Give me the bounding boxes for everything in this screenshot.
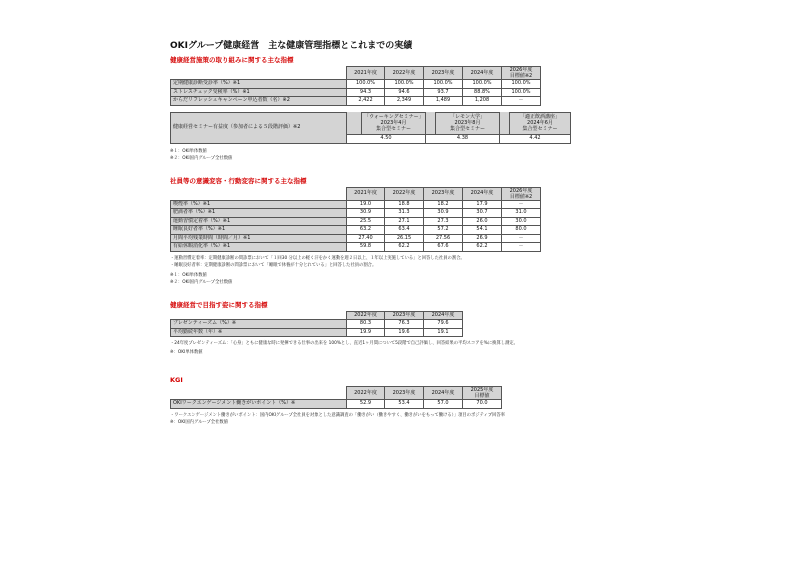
seminar-type: 集合型セミナー	[375, 126, 411, 133]
seminar-type: 集合型セミナー	[449, 126, 485, 133]
seminar-type: 集合型セミナー	[522, 126, 558, 133]
row-label: OKIワークエンゲージメント働きがいポイント（%）※	[171, 400, 347, 409]
cell: 88.8%	[463, 88, 502, 97]
cell: 100.0%	[502, 80, 541, 89]
note: ※１：OKI単体数値	[170, 272, 207, 278]
cell: 30.7	[463, 209, 502, 218]
corner-cell	[171, 187, 347, 200]
col-header	[502, 67, 541, 80]
row-label: 運動習慣定着率（%）※1	[171, 217, 347, 226]
cell: 26.15	[385, 234, 424, 243]
note: ※２：OKI国内グループ全社数値	[170, 155, 233, 161]
spacer	[426, 112, 436, 135]
section3-header-row	[171, 311, 463, 320]
document	[170, 38, 630, 426]
cell: 31.0	[502, 209, 541, 218]
cell: 25.5	[347, 217, 385, 226]
cell: 30.9	[347, 209, 385, 218]
col-header: 2022年度	[385, 187, 424, 200]
col-header-line2: 目標値※2	[509, 73, 533, 79]
col-header: 2021年度	[347, 187, 385, 200]
cell: 80.0	[502, 226, 541, 235]
seminar-score: 4.50	[347, 135, 426, 144]
note: ・ワークエンゲージメント働きがいポイント：国内OKIグループ全社員を対象とした意識調査の「働きがい（働きやすく、働きがいをもって働ける）」項目のポジティブ回答率	[170, 412, 506, 418]
seminar-score: 4.42	[500, 135, 571, 144]
cell: 30.0	[502, 217, 541, 226]
col-header: 2023年度	[424, 67, 463, 80]
cell: 67.6	[424, 243, 463, 252]
section2-heading: 社員等の意識変容・行動変容に関する主な指標	[170, 176, 307, 185]
col-header-line1: 2026年度	[509, 67, 533, 73]
table-row	[171, 328, 463, 337]
section3-table	[170, 311, 463, 338]
note: ・睡眠良好者率：定期健康診断の問診票において「睡眠で休養が十分とれている」と回答した社員の割合。	[170, 262, 377, 268]
section4-heading: KGI	[170, 376, 183, 384]
seminar-header-row	[171, 112, 571, 135]
cell: 100.0%	[385, 80, 424, 89]
cell: 1,489	[424, 97, 463, 106]
cell: 76.3	[385, 320, 424, 329]
cell: 57.0	[424, 400, 463, 409]
cell: －	[502, 97, 541, 106]
seminar-table	[170, 112, 571, 144]
col-header	[502, 187, 541, 200]
cell: 62.2	[463, 243, 502, 252]
cell: 26.0	[463, 217, 502, 226]
section2-header-row	[171, 187, 541, 200]
col-header: 2022年度	[347, 387, 385, 400]
seminar-col-1	[436, 112, 500, 135]
col-header: 2022年度	[385, 67, 424, 80]
cell: －	[502, 200, 541, 209]
cell: 26.9	[463, 234, 502, 243]
cell: 79.6	[424, 320, 463, 329]
note: ・24年度プレゼンティーズム：「心身」ともに健康な時に発揮できる仕事の出来を 100%とし、直近1ヶ月間について5段階で自己評価し、回答結果の平均スコアを%に換算し測定。	[170, 341, 518, 346]
section4-header-row	[171, 387, 502, 400]
seminar-col-2	[510, 112, 571, 135]
cell: 63.4	[385, 226, 424, 235]
cell: 100.0%	[424, 80, 463, 89]
table-row	[171, 88, 541, 97]
row-label: ストレスチェック受検率（%）※1	[171, 88, 347, 97]
col-header: 2024年度	[424, 387, 463, 400]
col-header: 2022年度	[347, 311, 385, 320]
col-header-line2: 目標値※2	[509, 193, 533, 200]
seminar-name: 「適正飲酒講座」	[519, 114, 560, 121]
cell: 63.2	[347, 226, 385, 235]
col-header-line2: 目標値	[474, 393, 490, 399]
col-header: 2023年度	[424, 187, 463, 200]
cell: 80.3	[347, 320, 385, 329]
cell: 52.9	[347, 400, 385, 409]
row-label: 睡眠良好者率（%）※1	[171, 226, 347, 235]
row-label: 有給休暇消化率（%）※1	[171, 243, 347, 252]
table-row	[171, 234, 541, 243]
seminar-col-0	[362, 112, 426, 135]
row-label: からだリフレッシュキャンペーン申込者数（名）※2	[171, 97, 347, 106]
table-row	[171, 320, 463, 329]
table-row	[171, 217, 541, 226]
cell: 2,422	[347, 97, 385, 106]
spacer	[347, 112, 362, 135]
cell: 94.3	[347, 88, 385, 97]
cell: 1,208	[463, 97, 502, 106]
section3-heading: 健康経営で目指す姿に関する指標	[170, 300, 268, 309]
table-row	[171, 209, 541, 218]
cell: 27.56	[424, 234, 463, 243]
seminar-label: 健康経営セミナー有益度（参加者による５段階評価）※2	[171, 112, 347, 143]
col-header	[463, 387, 502, 400]
row-label: 肥満者率（%）※1	[171, 209, 347, 218]
cell: 94.6	[385, 88, 424, 97]
row-label: 喫煙率（%）※1	[171, 200, 347, 209]
corner-cell	[171, 67, 347, 80]
spacer	[500, 112, 510, 135]
cell: 19.9	[347, 328, 385, 337]
note: ※１：OKI単体数値	[170, 148, 207, 154]
cell: 70.0	[463, 400, 502, 409]
cell: 27.40	[347, 234, 385, 243]
section1-table	[170, 66, 541, 106]
cell: 19.0	[347, 200, 385, 209]
seminar-name: 「レモン大学」	[449, 114, 485, 121]
seminar-name: 「ウォーキングセミナー」	[364, 114, 424, 121]
cell: 31.3	[385, 209, 424, 218]
section1-heading: 健康経営施策の取り組みに関する主な指標	[170, 56, 294, 64]
cell: －	[502, 243, 541, 252]
row-label: 平均勤続年数（年）※	[171, 328, 347, 337]
table-row	[171, 243, 541, 252]
section1-header-row	[171, 67, 541, 80]
cell: 30.9	[424, 209, 463, 218]
cell: 19.6	[385, 328, 424, 337]
cell: 54.1	[463, 226, 502, 235]
cell: －	[502, 234, 541, 243]
row-label: 定期健康診断受診率（%）※1	[171, 80, 347, 89]
note: ※：OKI国内グループ全社数値	[170, 419, 228, 425]
seminar-score: 4.38	[426, 135, 500, 144]
col-header: 2023年度	[385, 311, 424, 320]
col-header: 2023年度	[385, 387, 424, 400]
seminar-date: 2023年8月	[454, 120, 481, 127]
table-row	[171, 97, 541, 106]
table-row	[171, 400, 502, 409]
cell: 19.1	[424, 328, 463, 337]
cell: 100.0%	[463, 80, 502, 89]
cell: 27.1	[385, 217, 424, 226]
cell: 18.8	[385, 200, 424, 209]
cell: 100.0%	[502, 88, 541, 97]
table-row	[171, 200, 541, 209]
table-row	[171, 226, 541, 235]
cell: 62.2	[385, 243, 424, 252]
col-header-line1: 2025年度	[470, 387, 494, 393]
cell: 93.7	[424, 88, 463, 97]
col-header: 2021年度	[347, 67, 385, 80]
corner-cell	[171, 387, 347, 400]
table-row	[171, 80, 541, 89]
document-title: OKIグループ健康経営 主な健康管理指標とこれまでの実績	[170, 41, 413, 51]
section4-table	[170, 386, 502, 409]
cell: 53.4	[385, 400, 424, 409]
note: ※２：OKI国内グループ全社数値	[170, 279, 233, 285]
seminar-date: 2024年6月	[527, 120, 553, 127]
cell: 59.8	[347, 243, 385, 252]
col-header: 2024年度	[424, 311, 463, 320]
cell: 57.2	[424, 226, 463, 235]
col-header-line1: 2026年度	[509, 187, 533, 194]
note: ※：OKI単体数値	[170, 350, 203, 355]
cell: 2,349	[385, 97, 424, 106]
cell: 18.2	[424, 200, 463, 209]
col-header: 2024年度	[463, 67, 502, 80]
cell: 17.9	[463, 200, 502, 209]
cell: 27.3	[424, 217, 463, 226]
cell: 100.0%	[347, 80, 385, 89]
row-label: プレゼンティーズム（%）※	[171, 320, 347, 329]
note: ・運動習慣定着率：定期健康診断の問診票において「１回30 分以上の軽く汗をかく運動を週２日以上、１年以上実施している」と回答した社員の割合。	[170, 255, 465, 261]
section2-table	[170, 187, 541, 252]
row-label: 月間平均残業時間（時間／月）※1	[171, 234, 347, 243]
col-header: 2024年度	[463, 187, 502, 200]
corner-cell	[171, 311, 347, 320]
seminar-date: 2023年4月	[380, 120, 407, 127]
